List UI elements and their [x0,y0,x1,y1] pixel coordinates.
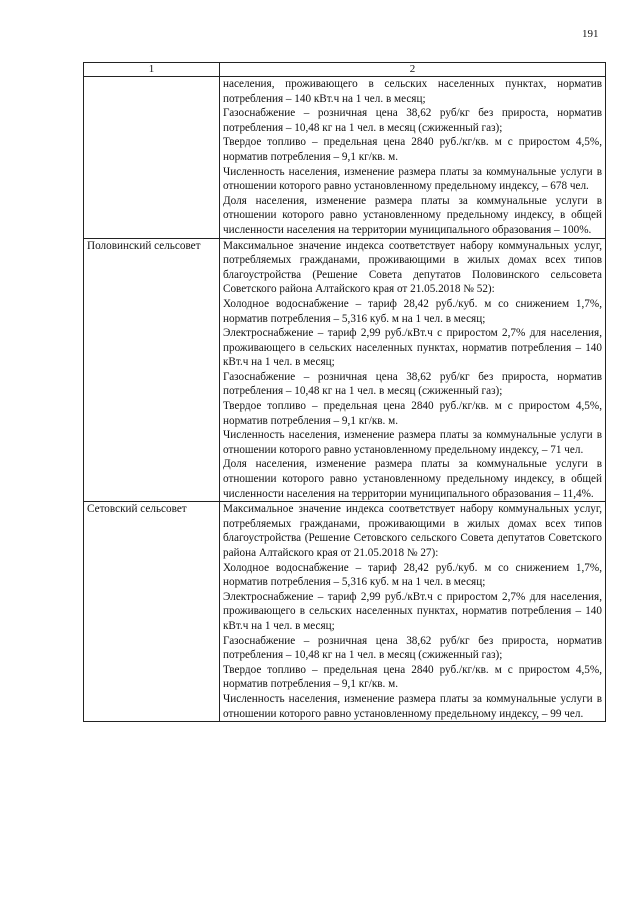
paragraph: Численность населения, изменение размера платы за коммунальные услуги в отношении которого равно установленному предельному индексу, – 99 чел. [223,692,602,720]
index-description [220,238,606,502]
column-header-2: 2 [220,63,606,77]
municipal-index-table [83,62,606,722]
paragraph: Доля населения, изменение размера платы за коммунальные услуги в отношении которого равно установленному предельному индексу, в общей численности населения на территории муниципального образования – 100%. [223,194,602,236]
table-row [84,77,606,239]
page-number: 191 [582,28,599,40]
table-row [84,502,606,722]
municipality-name [84,77,220,239]
paragraph: Максимальное значение индекса соответствует набору коммунальных услуг, потребляемых гражданами, проживающими в жилых домах всех типов благоустройства (Решение Совета депутатов Половинского сельсовета Советского района Алтайского края от 21.05.2018 № 52): [223,239,602,296]
municipality-name: Половинский сельсовет [84,238,220,502]
paragraph: Газоснабжение – розничная цена 38,62 руб/кг без прироста, норматив потребления – 10,48 кг на 1 чел. в месяц (сжиженный газ); [223,370,602,398]
paragraph: Численность населения, изменение размера платы за коммунальные услуги в отношении которого равно установленному предельному индексу, – 71 чел. [223,429,602,456]
paragraph: Газоснабжение – розничная цена 38,62 руб/кг без прироста, норматив потребления – 10,48 кг на 1 чел. в месяц (сжиженный газ); [223,634,602,662]
paragraph: Твердое топливо – предельная цена 2840 руб./кг/кв. м с приростом 4,5%, норматив потребления – 9,1 кг/кв. м. [223,136,602,163]
index-description [220,77,606,239]
paragraph: Максимальное значение индекса соответствует набору коммунальных услуг, потребляемых гражданами, проживающими в жилых домах всех типов благоустройства (Решение Сетовского сельского Совета депутатов Советского района Алтайского края от 21.05.2018 № 27): [223,503,602,559]
index-description [220,502,606,722]
paragraph: Твердое топливо – предельная цена 2840 руб./кг/кв. м с приростом 4,5%, норматив потребления – 9,1 кг/кв. м. [223,400,602,427]
column-header-1: 1 [84,63,220,77]
paragraph: Газоснабжение – розничная цена 38,62 руб/кг без прироста, норматив потребления – 10,48 кг на 1 чел. в месяц (сжиженный газ); [223,107,602,134]
paragraph: Численность населения, изменение размера платы за коммунальные услуги в отношении которого равно установленному предельному индексу, – 678 чел. [223,165,602,193]
paragraph: Твердое топливо – предельная цена 2840 руб./кг/кв. м с приростом 4,5%, норматив потребления – 9,1 кг/кв. м. [223,663,602,691]
paragraph: Холодное водоснабжение – тариф 28,42 руб./куб. м со снижением 1,7%, норматив потребления – 5,316 куб. м на 1 чел. в месяц; [223,297,602,325]
paragraph: Доля населения, изменение размера платы за коммунальные услуги в отношении которого равно установленному предельному индексу, в общей численности населения на территории муниципального образования – 11,4%. [223,458,602,500]
municipality-name: Сетовский сельсовет [84,502,220,722]
paragraph: населения, проживающего в сельских населенных пунктах, норматив потребления – 140 кВт.ч на 1 чел. в месяц; [223,78,602,105]
paragraph: Электроснабжение – тариф 2,99 руб./кВт.ч с приростом 2,7% для населения, проживающего в сельских населенных пунктах, норматив потребления – 140 кВт.ч на 1 чел. в месяц; [223,590,602,632]
paragraph: Электроснабжение – тариф 2,99 руб./кВт.ч с приростом 2,7% для населения, проживающего в сельских населенных пунктах, норматив потребления – 140 кВт.ч на 1 чел. в месяц; [223,327,602,369]
table-header-row [84,63,606,77]
paragraph: Холодное водоснабжение – тариф 28,42 руб./куб. м со снижением 1,7%, норматив потребления – 5,316 куб. м на 1 чел. в месяц; [223,561,602,589]
table-row [84,238,606,502]
